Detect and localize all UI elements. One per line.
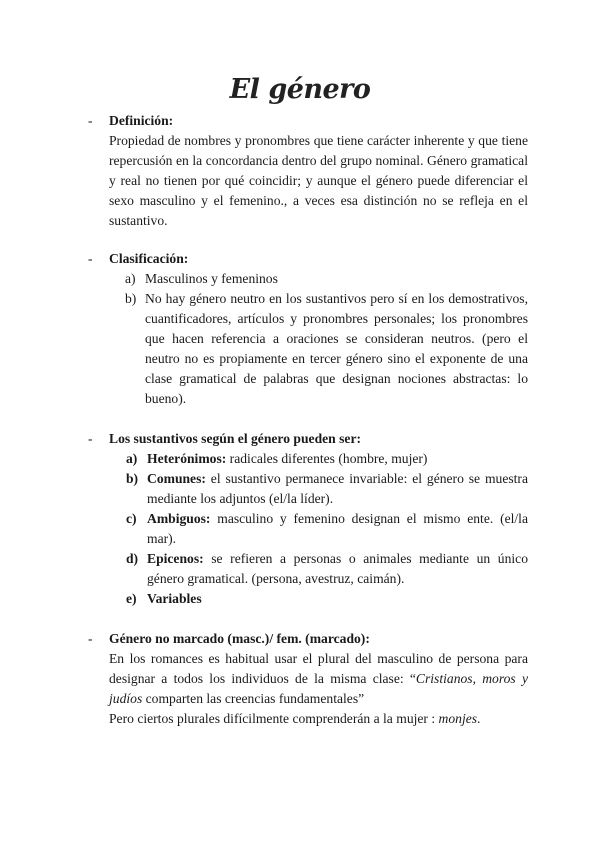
no-marcado-text: [109, 649, 528, 729]
item-text: Masculinos y femeninos: [145, 271, 278, 286]
item-term: Variables: [147, 591, 202, 606]
item-term: Heterónimos:: [147, 451, 227, 466]
text-run: .: [477, 711, 481, 726]
italic-example: monjes: [438, 711, 478, 726]
bullet-dash: -: [88, 251, 93, 266]
clasificacion-heading: Clasificación:: [109, 251, 189, 266]
item-term: Comunes:: [147, 471, 206, 486]
sustantivos-list: [125, 449, 528, 609]
item-marker: a): [126, 451, 138, 466]
list-item: [125, 289, 528, 409]
item-marker: e): [126, 591, 137, 606]
list-item: [125, 269, 528, 289]
list-item: [125, 589, 528, 609]
no-marcado-paragraph-1: [109, 649, 528, 709]
italic-example: Cristianos, moros y judíos: [109, 671, 528, 706]
item-marker: d): [126, 551, 139, 566]
text-run: Pero ciertos plurales difícilmente comprenderán a la mujer :: [109, 711, 439, 726]
bullet-dash: -: [88, 113, 93, 128]
list-item: [125, 509, 528, 549]
bullet-dash: -: [88, 431, 93, 446]
list-item: [125, 549, 528, 589]
item-text: se refieren a personas o animales mediante un único género gramatical. (persona, avestruz, caimán).: [147, 551, 528, 586]
list-item: [125, 469, 528, 509]
no-marcado-heading: Género no marcado (masc.)/ fem. (marcado):: [109, 631, 370, 646]
clasificacion-list: [125, 269, 528, 409]
item-text: masculino y femenino designan el mismo ente. (el/la mar).: [147, 511, 528, 546]
definicion-text: Propiedad de nombres y pronombres que tiene carácter inherente y que tiene repercusión en la concordancia dentro del grupo nominal. Género gramatical y real no tienen por qué coincidir; y aunque el género puede diferenciar el sexo masculino y el femenino., a veces esa distinción no se refleja en el sustantivo.: [109, 133, 528, 228]
item-marker: b): [126, 471, 139, 486]
no-marcado-paragraph-2: [109, 709, 528, 729]
definicion-heading: Definición:: [109, 113, 174, 128]
item-text: el sustantivo permanece invariable: el género se muestra mediante los adjuntos (el/la líder).: [147, 471, 528, 506]
item-text: No hay género neutro en los sustantivos pero sí en los demostrativos, cuantificadores, artículos y pronombres personales; los pronombres que hacen referencia a oraciones se consideran neutros. (pero el neutro no es propiamente en tercer género sino el exponente de una clase gramatical de palabras que designan nociones abstractas: lo bueno).: [145, 291, 528, 406]
item-marker: a): [125, 271, 136, 286]
item-term: Epicenos:: [147, 551, 204, 566]
sustantivos-heading: Los sustantivos según el género pueden ser:: [109, 431, 362, 446]
text-run: comparten las creencias fundamentales”: [142, 691, 365, 706]
item-text: radicales diferentes (hombre, mujer): [226, 451, 428, 466]
document-title: El género: [229, 74, 371, 105]
list-item: [125, 449, 528, 469]
item-marker: b): [125, 291, 137, 306]
text-run: En los romances es habitual usar el plural del masculino de persona para designar a todos los individuos de la misma clase: “: [109, 651, 528, 686]
item-term: Ambiguos:: [147, 511, 211, 526]
bullet-dash: -: [88, 631, 93, 646]
item-marker: c): [126, 511, 137, 526]
